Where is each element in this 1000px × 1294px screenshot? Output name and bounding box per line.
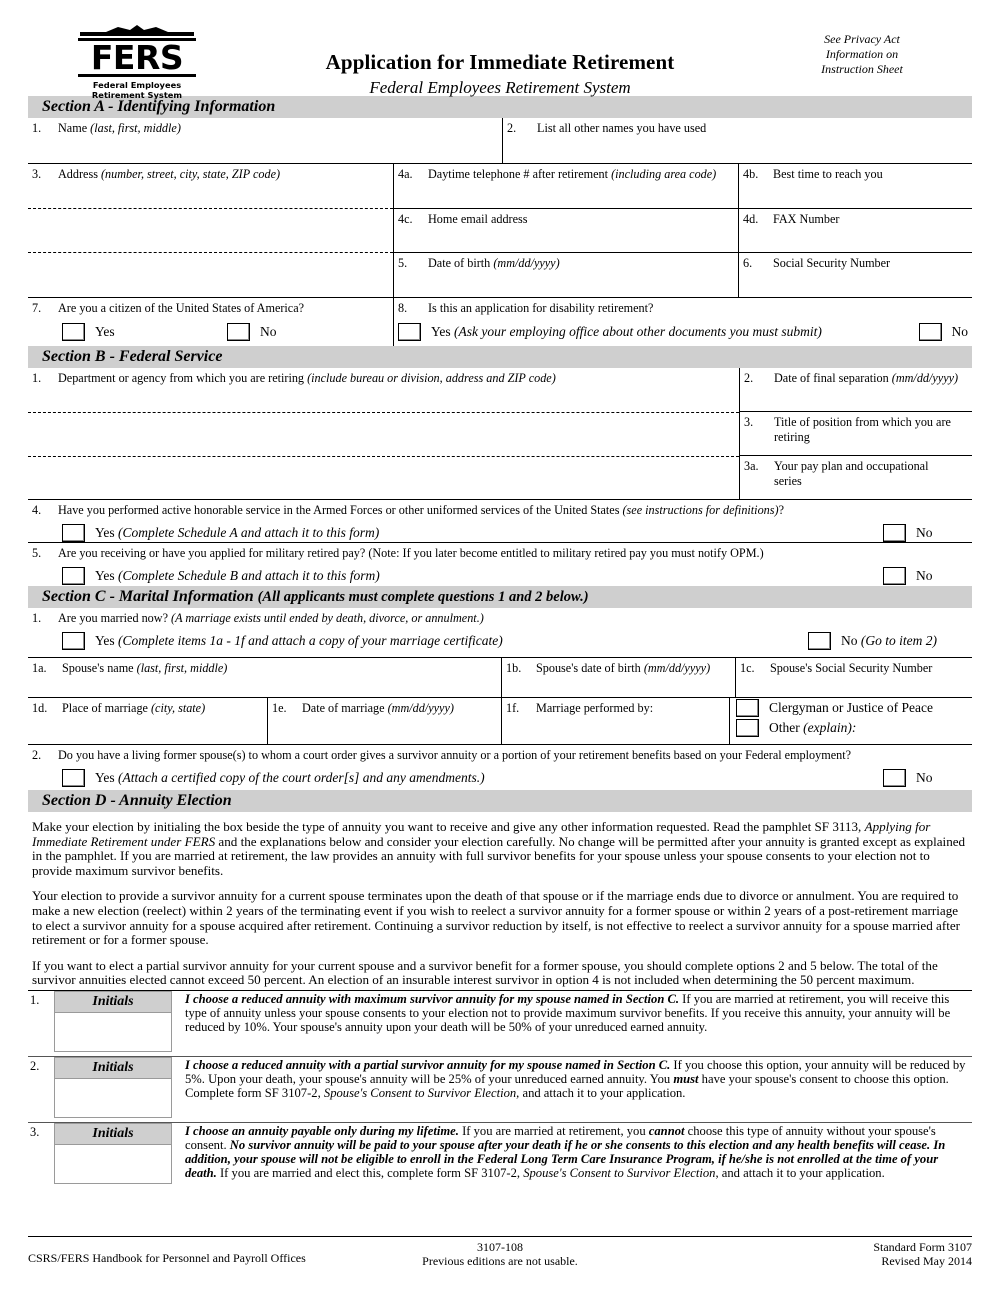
field-marriage-performed-by: [502, 698, 730, 744]
marriage-other-option[interactable]: [730, 719, 972, 737]
annuity-option-2-initials-box[interactable]: [54, 1057, 172, 1118]
field-position-title[interactable]: [740, 412, 972, 456]
annuity-option-3-number: 3.: [28, 1122, 54, 1188]
section-a-row-1: [28, 118, 972, 164]
citizenship-no-checkbox[interactable]: [227, 323, 250, 341]
annuity-option-3-form-title: Spouse's Consent to Survivor Election: [523, 1166, 716, 1181]
field-daytime-phone-label: Daytime telephone # after retirement (including area code): [428, 167, 717, 181]
armed-forces-yes-checkbox[interactable]: [62, 524, 85, 542]
field-pay-plan-label: Your pay plan and occupational series: [774, 459, 929, 488]
citizenship-no-label: No: [260, 324, 277, 339]
section-a-row-2: [28, 164, 972, 297]
annuity-option-2-initials-label: Initials: [55, 1058, 171, 1079]
military-pay-no-option[interactable]: [883, 567, 968, 585]
field-citizenship-label: Are you a citizen of the United States of America?: [58, 301, 305, 315]
field-address-label: Address: [58, 167, 98, 181]
section-c-row-spouse: [28, 657, 972, 698]
field-pay-plan[interactable]: [740, 456, 972, 499]
field-best-time-label: Best time to reach you: [773, 167, 883, 181]
field-home-email[interactable]: [394, 209, 739, 252]
field-final-separation-label: Date of final separation (mm/dd/yyyy): [774, 371, 959, 385]
married-yes-label: Yes (Complete items 1a - 1f and attach a copy of your marriage certificate): [95, 633, 503, 648]
page-subtitle: Federal Employees Retirement System: [369, 78, 631, 97]
field-place-of-marriage-label: Place of marriage (city, state): [62, 701, 206, 715]
military-pay-yes-label: Yes (Complete Schedule B and attach it to this form): [95, 568, 380, 583]
field-place-of-marriage[interactable]: [28, 698, 268, 744]
field-citizenship: [28, 298, 394, 346]
field-daytime-phone-number: 4a.: [398, 167, 413, 181]
field-armed-forces-service: [28, 499, 972, 543]
marriage-other-label: Other (explain):: [769, 720, 857, 735]
annuity-option-2-rest3: and attach it to your application.: [519, 1086, 686, 1101]
field-name-number: 1.: [32, 121, 42, 135]
section-d-paragraph-2: Your election to provide a survivor annuity for a current spouse terminates upon the death of that spouse or if the marriage ends due to divorce or annulment. You are required to make a new election (reelect) within 2 years of the terminating event if you wish to reelect a survivor annuity for a former spouse or within 2 years of a post-retirement marriage to elect a survivor annuity for a spouse acquired after retirement. Continuing a survivor reduction by itself, is not effective to reelect a survivor annuity for a spouse married after retirement or for a former spouse.: [32, 888, 961, 948]
annuity-option-2-initials-cell[interactable]: [54, 1056, 179, 1122]
annuity-option-1-initials-box[interactable]: [54, 991, 172, 1052]
section-b-header: Section B - Federal Service: [28, 346, 972, 368]
annuity-option-row: [28, 1056, 972, 1122]
field-daytime-phone[interactable]: [394, 164, 739, 208]
section-d-instructions: [28, 812, 972, 988]
disability-yes-label: Yes (Ask your employing office about other documents you must submit): [431, 324, 822, 339]
field-address-number: 3.: [32, 167, 42, 181]
field-address[interactable]: [28, 164, 394, 297]
section-c-header: [28, 586, 972, 608]
fers-logo: [62, 24, 212, 100]
section-c-row-marriage: [28, 698, 972, 745]
field-disability-number: 8.: [398, 301, 408, 315]
field-agency-label: Department or agency from which you are retiring (include bureau or division, address and ZIP code): [58, 371, 556, 385]
annuity-option-3-initials-input[interactable]: [55, 1145, 171, 1183]
former-spouse-no-checkbox[interactable]: [883, 769, 906, 787]
annuity-option-1-text: [179, 990, 972, 1056]
field-married-number: 1.: [32, 611, 42, 625]
disability-yes-option[interactable]: [398, 323, 822, 341]
footer-handbook-text: CSRS/FERS Handbook for Personnel and Payroll Offices: [28, 1251, 306, 1265]
section-d-header: Section D - Annuity Election: [28, 790, 972, 812]
married-no-option[interactable]: [808, 632, 968, 650]
form-footer: [28, 1236, 972, 1268]
field-position-title-label: Title of position from which you are retiring: [774, 415, 951, 444]
military-pay-yes-checkbox[interactable]: [62, 567, 85, 585]
footer-form-number: 3107-108: [476, 1240, 523, 1254]
annuity-option-3-rest4: , and attach it to your application.: [715, 1166, 885, 1181]
married-yes-checkbox[interactable]: [62, 632, 85, 650]
section-c-title: Section C - Marital Information: [42, 588, 254, 605]
married-no-label: No (Go to item 2): [841, 633, 937, 648]
field-address-hint: (number, street, city, state, ZIP code): [101, 167, 281, 181]
married-yes-option[interactable]: [62, 632, 503, 650]
footer-revision-date: Revised May 2014: [881, 1254, 972, 1268]
privacy-line-3: Instruction Sheet: [821, 62, 903, 76]
field-military-retired-pay: [28, 543, 972, 586]
marriage-clergyman-checkbox[interactable]: [736, 699, 759, 717]
privacy-act-note: [782, 32, 942, 77]
field-date-of-marriage-label: Date of marriage (mm/dd/yyyy): [302, 701, 454, 715]
field-home-email-label: Home email address: [428, 212, 528, 226]
annuity-option-3-warning: No survivor annuity will be paid to your spouse after your death if he or she consents to this election and any health benefits will cease. In addition, your spouse will not be eligible to enroll in the Federal Long Term Care Insurance Program, if he/she is not enrolled at the time of your death.: [185, 1138, 946, 1181]
field-spouse-dob[interactable]: [502, 658, 736, 697]
field-final-separation[interactable]: [740, 368, 972, 412]
annuity-option-1-initials-cell[interactable]: [54, 990, 179, 1056]
section-a-row-email: [394, 209, 972, 253]
field-agency-number: 1.: [32, 371, 42, 385]
field-spouse-name-label: Spouse's name (last, first, middle): [62, 661, 228, 675]
annuity-option-1-lead: I choose a reduced annuity with maximum survivor annuity for my spouse named in Section C.: [185, 991, 680, 1006]
section-d-paragraph-3: If you want to elect a partial survivor annuity for your current spouse and a survivor benefit for a former spouse, you should complete options 2 and 5 below. The total of the survivor annuities elected cannot exceed 50 percent. An election of an insurable interest survivor in option 4 is not included when determining the 50 percent maximum.: [32, 957, 938, 988]
field-spouse-name-number: 1a.: [32, 661, 47, 675]
field-final-separation-number: 2.: [744, 371, 754, 385]
former-spouse-yes-option[interactable]: [62, 769, 485, 787]
annuity-option-1-initials-label: Initials: [55, 992, 171, 1013]
section-a-header: Section A - Identifying Information: [28, 96, 972, 118]
field-name-label: Name: [58, 121, 88, 135]
field-married-now: [28, 608, 972, 657]
field-military-pay-label: Are you receiving or have you applied for military retired pay? (Note: If you later become entitled to military retired pay you must notify OPM.): [58, 546, 764, 560]
field-date-of-birth-label: Date of birth (mm/dd/yyyy): [428, 256, 560, 270]
field-date-of-marriage-number: 1e.: [272, 701, 287, 715]
former-spouse-yes-checkbox[interactable]: [62, 769, 85, 787]
annuity-option-2-rest2: have your spouse's consent to choose this option. Complete form SF 3107-2,: [185, 1072, 949, 1101]
annuity-option-2-emph: must: [673, 1072, 699, 1087]
field-former-spouse-court-order: [28, 745, 972, 790]
annuity-options-table: [28, 990, 972, 1188]
field-married-label: Are you married now? (A marriage exists until ended by death, divorce, or annulment.): [58, 611, 484, 625]
field-spouse-ssn[interactable]: [736, 658, 972, 697]
section-a-row-3: [28, 297, 972, 346]
field-name[interactable]: [28, 118, 503, 163]
field-ssn[interactable]: [739, 253, 972, 297]
field-fax-number[interactable]: [739, 209, 972, 252]
married-no-checkbox[interactable]: [808, 632, 831, 650]
annuity-option-3-text: [179, 1122, 972, 1188]
field-armed-forces-label: Have you performed active honorable service in the Armed Forces or other uniformed services of the United States (see instructions for definitions)?: [58, 503, 784, 517]
annuity-option-3-rest: If you are married at retirement, you: [458, 1123, 649, 1138]
logo-subtitle-line2: Retirement System: [91, 90, 183, 100]
field-disability-label: Is this an application for disability retirement?: [428, 301, 654, 315]
annuity-option-2-form-title: Spouse's Consent to Survivor Election,: [323, 1086, 520, 1101]
military-pay-yes-option[interactable]: [62, 567, 380, 585]
armed-forces-no-checkbox[interactable]: [883, 524, 906, 542]
form-header: [28, 0, 972, 100]
privacy-line-1: See Privacy Act: [824, 32, 900, 46]
footer-divider: [28, 1236, 972, 1237]
field-former-spouse-number: 2.: [32, 748, 42, 762]
field-armed-forces-number: 4.: [32, 503, 42, 517]
armed-forces-no-label: No: [916, 525, 933, 540]
annuity-option-3-emph: cannot: [648, 1123, 685, 1138]
citizenship-yes-checkbox[interactable]: [62, 323, 85, 341]
section-a-row-dob: [394, 253, 972, 297]
annuity-option-row: [28, 1122, 972, 1188]
field-place-of-marriage-number: 1d.: [32, 701, 48, 715]
annuity-option-3-lead: I choose an annuity payable only during my lifetime.: [185, 1123, 459, 1138]
field-citizenship-number: 7.: [32, 301, 42, 315]
section-d-paragraph-1: Make your election by initialing the box beside the type of annuity you want to receive and give any other information requested. Read the pamphlet SF 3113, Applying for Immediate Retirement under FERS and the explanations below and consider your election carefully. No change will be permitted after your annuity is granted except as explained in the pamphlet. If you are married at retirement, the law provides an annuity with full survivor benefits for your spouse unless your spouse consents to your election not to provide maximum survivor benefits.: [32, 819, 966, 878]
citizenship-yes-option[interactable]: [62, 323, 227, 341]
field-ssn-label: Social Security Number: [773, 256, 891, 270]
disability-no-checkbox[interactable]: [919, 323, 942, 341]
marriage-clergyman-label: Clergyman or Justice of Peace: [769, 700, 933, 715]
field-position-title-number: 3.: [744, 415, 754, 429]
field-date-of-birth-number: 5.: [398, 256, 408, 270]
field-former-spouse-label: Do you have a living former spouse(s) to whom a court order gives a survivor annuity or a portion of your retirement benefits based on your Federal employment?: [58, 748, 851, 762]
annuity-option-row: [28, 990, 972, 1056]
field-fax-number-number: 4d.: [743, 212, 759, 226]
footer-standard-form: Standard Form 3107: [873, 1240, 972, 1254]
field-other-names-number: 2.: [507, 121, 517, 135]
field-home-email-number: 4c.: [398, 212, 413, 226]
annuity-option-2-lead: I choose a reduced annuity with a partial survivor annuity for my spouse named in Section C.: [185, 1057, 671, 1072]
former-spouse-no-label: No: [916, 770, 933, 785]
field-other-names[interactable]: [503, 118, 972, 163]
field-name-hint: (last, first, middle): [90, 121, 181, 135]
field-disability-retirement: [394, 298, 972, 346]
armed-forces-yes-option[interactable]: [62, 524, 379, 542]
field-spouse-dob-number: 1b.: [506, 661, 522, 675]
citizenship-yes-label: Yes: [95, 324, 115, 339]
disability-no-option[interactable]: [919, 323, 969, 341]
field-military-pay-number: 5.: [32, 546, 42, 560]
armed-forces-yes-label: Yes (Complete Schedule A and attach it to this form): [95, 525, 380, 540]
military-pay-no-checkbox[interactable]: [883, 567, 906, 585]
field-spouse-dob-label: Spouse's date of birth (mm/dd/yyyy): [536, 661, 711, 675]
field-other-names-label: List all other names you have used: [537, 121, 707, 135]
annuity-option-1-rest: If you are married at retirement, you will receive this type of annuity unless your spouse consents to your election not to provide maximum survivor benefits. If you receive this annuity, your annuity will be reduced by 10%. Your spouse's annuity upon your death will be 50% of your unreduced earned annuity.: [185, 991, 951, 1035]
field-best-time-number: 4b.: [743, 167, 759, 181]
disability-no-label: No: [951, 324, 968, 339]
field-date-of-birth[interactable]: [394, 253, 739, 297]
annuity-option-3-initials-cell[interactable]: [54, 1122, 179, 1188]
marriage-other-checkbox[interactable]: [736, 719, 759, 737]
military-pay-no-label: No: [916, 568, 933, 583]
footer-previous-editions: Previous editions are not usable.: [422, 1254, 578, 1268]
field-marriage-performed-by-number: 1f.: [506, 701, 520, 715]
fers-wordmark: FERS: [78, 38, 196, 77]
annuity-option-1-number: 1.: [28, 990, 54, 1056]
armed-forces-no-option[interactable]: [883, 524, 968, 542]
citizenship-no-option[interactable]: [227, 323, 277, 341]
field-date-of-marriage[interactable]: [268, 698, 502, 744]
annuity-option-2-rest: If you choose this option, your annuity will be reduced by 5%. Upon your death, your spouse's annuity will be 25% of your unreduced earned annuity. You: [185, 1057, 966, 1087]
annuity-option-3-rest3: If you are married and elect this, complete form SF 3107-2,: [216, 1166, 524, 1181]
former-spouse-yes-label: Yes (Attach a certified copy of the court order[s] and any amendments.): [95, 770, 485, 785]
field-best-time[interactable]: [739, 164, 972, 208]
field-spouse-ssn-label: Spouse's Social Security Number: [770, 661, 933, 675]
page-title: Application for Immediate Retirement: [325, 50, 675, 74]
field-marriage-performed-by-label: Marriage performed by:: [536, 701, 654, 715]
section-c-note: (All applicants must complete questions 1 and 2 below.): [257, 589, 589, 605]
field-spouse-name[interactable]: [28, 658, 502, 697]
annuity-option-3-rest2: choose this type of annuity without your spouse's consent.: [185, 1123, 936, 1153]
field-pay-plan-number: 3a.: [744, 459, 759, 473]
privacy-line-2: Information on: [825, 47, 899, 61]
annuity-option-2-number: 2.: [28, 1056, 54, 1122]
logo-subtitle-line1: Federal Employees: [92, 80, 182, 90]
field-agency[interactable]: [28, 368, 740, 499]
annuity-option-2-text: [179, 1056, 972, 1122]
marriage-clergyman-option[interactable]: [730, 699, 972, 717]
eagle-icon: [78, 24, 196, 37]
annuity-option-1-initials-input[interactable]: [55, 1013, 171, 1051]
former-spouse-no-option[interactable]: [883, 769, 968, 787]
section-b-row-1: [28, 368, 972, 499]
annuity-option-3-initials-label: Initials: [55, 1124, 171, 1145]
section-a-row-phone: [394, 164, 972, 209]
annuity-option-2-initials-input[interactable]: [55, 1079, 171, 1117]
annuity-option-3-initials-box[interactable]: [54, 1123, 172, 1184]
field-spouse-ssn-number: 1c.: [740, 661, 755, 675]
field-fax-number-label: FAX Number: [773, 212, 840, 226]
field-ssn-number: 6.: [743, 256, 753, 270]
disability-yes-checkbox[interactable]: [398, 323, 421, 341]
